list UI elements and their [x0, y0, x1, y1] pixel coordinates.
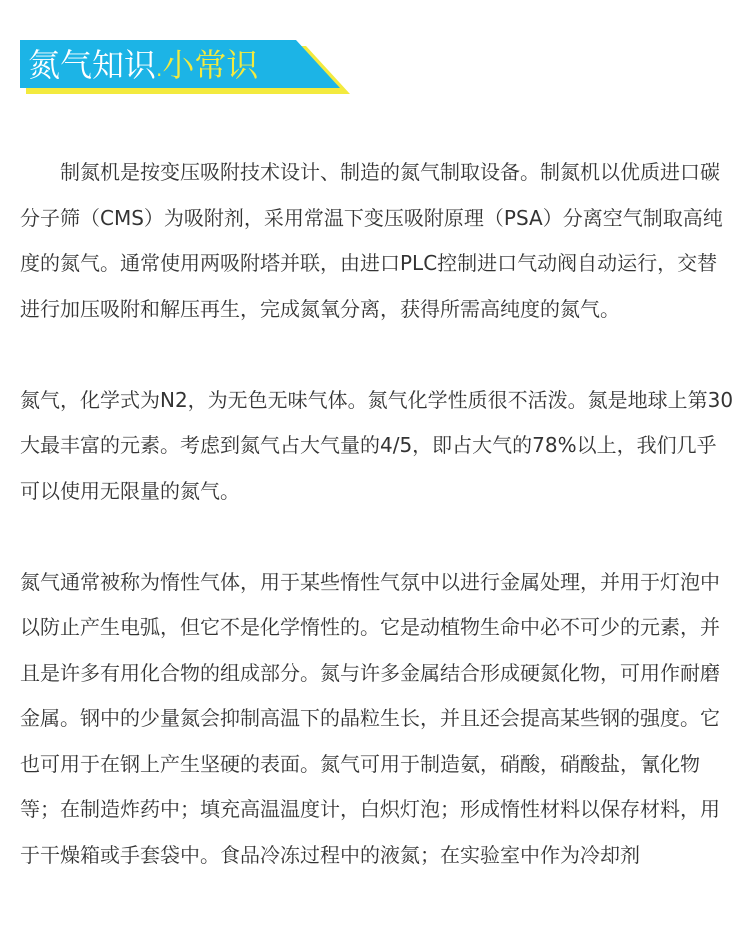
article-body	[20, 150, 735, 878]
section-header-banner	[20, 38, 350, 94]
paragraph-nitrogen-generator: 制氮机是按变压吸附技术设计、制造的氮气制取设备。制氮机以优质进口碳分子筛（CMS）为吸附剂，采用常温下变压吸附原理（PSA）分离空气制取高纯度的氮气。通常使用两吸附塔并联，由进口PLC控制进口气动阀自动运行，交替进行加压吸附和解压再生，完成氮氧分离，获得所需高纯度的氮气。	[20, 160, 723, 321]
banner-title-main: 氮气知识	[28, 46, 157, 84]
banner-title	[28, 42, 258, 88]
paragraph-spacer	[20, 514, 735, 560]
banner-title-sub: 小常识	[162, 46, 259, 84]
paragraph-spacer	[20, 332, 735, 378]
paragraph-nitrogen-properties: 氮气，化学式为N2，为无色无味气体。氮气化学性质很不活泼。氮是地球上第30大最丰富的元素。考虑到氮气占大气量的4/5，即占大气的78%以上，我们几乎可以使用无限量的氮气。	[20, 387, 734, 503]
banner-title-dot: .	[156, 57, 163, 81]
paragraph-nitrogen-uses: 氮气通常被称为惰性气体，用于某些惰性气氛中以进行金属处理，并用于灯泡中以防止产生电弧，但它不是化学惰性的。它是动植物生命中必不可少的元素，并且是许多有用化合物的组成部分。氮与许多金属结合形成硬氮化物，可用作耐磨金属。钢中的少量氮会抑制高温下的晶粒生长，并且还会提高某些钢的强度。它也可用于在钢上产生坚硬的表面。氮气可用于制造氨，硝酸，硝酸盐，氰化物等；在制造炸药中；填充高温温度计，白炽灯泡；形成惰性材料以保存材料，用于干燥箱或手套袋中。食品冷冻过程中的液氮；在实验室中作为冷却剂	[20, 569, 720, 867]
